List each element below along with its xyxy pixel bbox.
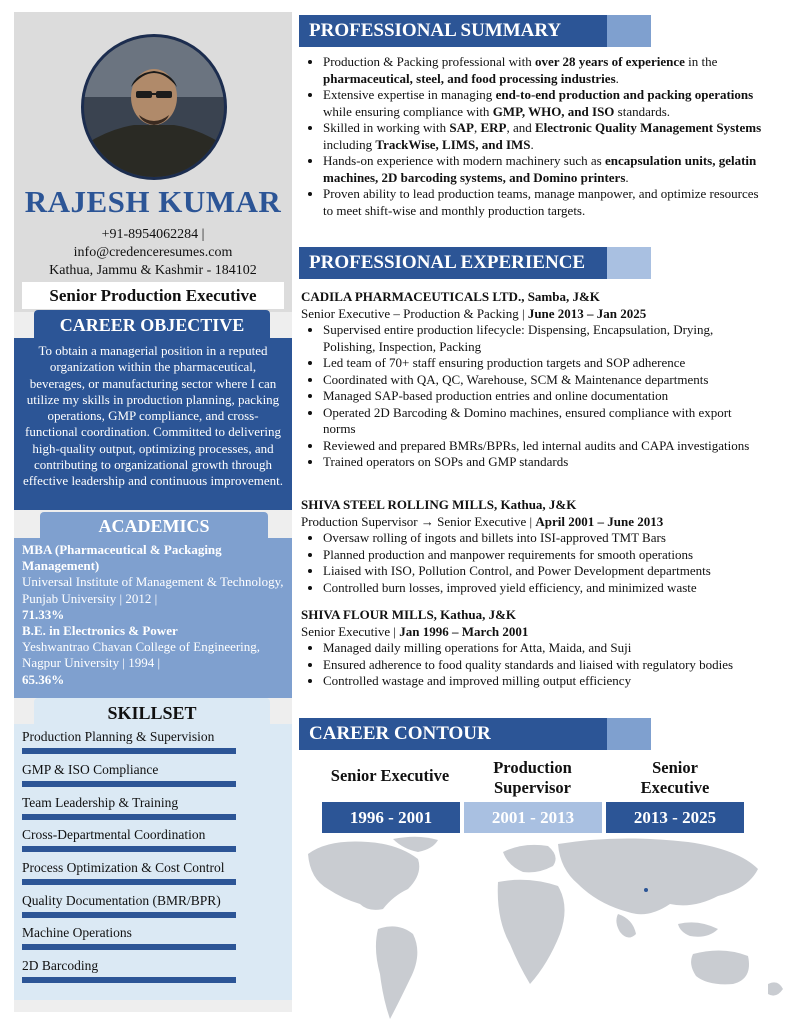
contour-role: Senior Executive <box>640 758 710 797</box>
skillset-heading: SKILLSET <box>34 698 270 726</box>
skill-item: 2D Barcoding <box>22 958 99 973</box>
job-bullet: • Led team of 70+ staff ensuring production targets and SOP adherence <box>323 355 763 372</box>
skill-bar <box>22 748 236 754</box>
skill-bar <box>22 912 236 918</box>
job-bullet: • Controlled burn losses, improved yield efficiency, and minimized waste <box>323 580 763 597</box>
job-bullet: • Planned production and manpower requirements for smooth operations <box>323 547 763 564</box>
job-title: Senior Production Executive <box>22 282 284 309</box>
summary-bullet: • Extensive expertise in managing end-to-end production and packing operations while ensuring compliance with GMP, WHO, and ISO standards. <box>323 87 763 120</box>
company-name: SHIVA FLOUR MILLS, Kathua, J&K <box>301 607 517 622</box>
skill-bar <box>22 879 236 885</box>
phone-number: +91-8954062284 | <box>101 227 205 242</box>
candidate-name: RAJESH KUMAR <box>24 184 282 219</box>
degree: B.E. in Electronics & Power <box>22 623 178 639</box>
company-name: CADILA PHARMACEUTICALS LTD., Samba, J&K <box>301 289 600 304</box>
job-bullet: • Supervised entire production lifecycle: Dispensing, Encapsulation, Drying, Polishing, Inspection, Packing <box>323 322 763 355</box>
location: Kathua, Jammu & Kashmir - 184102 <box>49 263 257 278</box>
job-entry <box>301 607 763 690</box>
academic-item <box>22 623 284 688</box>
professional-experience-heading <box>299 247 651 279</box>
section-title: PROFESSIONAL SUMMARY <box>309 20 562 41</box>
skill-item: Production Planning & Supervision <box>22 729 215 744</box>
job-bullet: • Operated 2D Barcoding & Domino machines, ensured compliance with export norms <box>323 405 763 438</box>
career-objective-text: To obtain a managerial position in a reputed organization within the pharmaceutical, beverages, or manufacturing sector where I can utilize my skills in production planning, packing operations, GMP compliance, and cross-functional coordination. Committed to delivering high-quality output, optimizing processes, and contributing to organizational growth through effective leadership and continuous improvement. <box>22 343 284 489</box>
skill-item: Process Optimization & Cost Control <box>22 860 225 875</box>
job-bullet: • Managed daily milling operations for Atta, Maida, and Suji <box>323 640 763 657</box>
section-title: CAREER CONTOUR <box>309 723 491 744</box>
score: 71.33% <box>22 606 65 622</box>
contour-role: Senior Executive <box>330 766 450 785</box>
summary-bullet: • Skilled in working with SAP, ERP, and Electronic Quality Management Systems including TrackWise, LIMS, and IMS. <box>323 120 763 153</box>
job-role: Production Supervisor → Senior Executive | April 2001 – June 2013 <box>301 513 664 529</box>
skill-bar <box>22 944 236 950</box>
summary-bullet: • Proven ability to lead production teams, manage manpower, and optimize resources to meet shift-wise and monthly production targets. <box>323 186 763 219</box>
skill-item: Team Leadership & Training <box>22 795 179 810</box>
job-bullet: • Oversaw rolling of ingots and billets into ISI-approved TMT Bars <box>323 530 763 547</box>
professional-summary <box>301 54 763 219</box>
career-objective-heading: CAREER OBJECTIVE <box>34 310 270 340</box>
job-role: Senior Executive – Production & Packing | June 2013 – Jan 2025 <box>301 305 647 321</box>
skill-bar <box>22 814 236 820</box>
institution: Yeshwantrao Chavan College of Engineering, Nagpur University | 1994 | <box>22 639 261 671</box>
contour-years: 1996 - 2001 <box>322 802 460 833</box>
job-role: Senior Executive | Jan 1996 – March 2001 <box>301 623 529 639</box>
profile-photo <box>81 34 227 180</box>
section-title: PROFESSIONAL EXPERIENCE <box>309 252 586 273</box>
score: 65.36% <box>22 671 65 687</box>
contour-years: 2001 - 2013 <box>464 802 602 833</box>
academics-heading: ACADEMICS <box>40 512 268 540</box>
summary-bullet: • Production & Packing professional with over 28 years of experience in the pharmaceutical, steel, and food processing industries. <box>323 54 763 87</box>
professional-summary-heading <box>299 15 651 47</box>
world-map-icon <box>298 834 793 1024</box>
job-bullet: • Ensured adherence to food quality standards and liaised with regulatory bodies <box>323 657 763 674</box>
skill-bar <box>22 977 236 983</box>
institution: Universal Institute of Management & Technology, Punjab University | 2012 | <box>22 574 284 606</box>
job-bullet: • Managed SAP-based production entries and online documentation <box>323 388 763 405</box>
academics-list <box>22 542 284 688</box>
contour-years: 2013 - 2025 <box>606 802 744 833</box>
job-bullet: • Trained operators on SOPs and GMP standards <box>323 454 763 471</box>
skill-item: Machine Operations <box>22 925 132 940</box>
summary-bullet: • Hands-on experience with modern machinery such as encapsulation units, gelatin machines, 2D barcoding systems, and Domino printers. <box>323 153 763 186</box>
job-bullet: • Liaised with ISO, Pollution Control, and Power Development departments <box>323 563 763 580</box>
skill-item: GMP & ISO Compliance <box>22 762 159 777</box>
job-bullet: • Reviewed and prepared BMRs/BPRs, led internal audits and CAPA investigations <box>323 438 763 455</box>
skill-item: Quality Documentation (BMR/BPR) <box>22 893 221 908</box>
skill-bar <box>22 781 236 787</box>
skill-bar <box>22 846 236 852</box>
job-entry <box>301 497 763 596</box>
email-address: info@credenceresumes.com <box>73 245 233 260</box>
person-photo-icon <box>84 37 224 177</box>
company-name: SHIVA STEEL ROLLING MILLS, Kathua, J&K <box>301 497 577 512</box>
academic-item <box>22 542 284 623</box>
job-bullet: • Controlled wastage and improved milling output efficiency <box>323 673 763 690</box>
degree: MBA (Pharmaceutical & Packaging Management) <box>22 542 222 574</box>
career-contour-heading <box>299 718 651 750</box>
contour-role: Production Supervisor <box>493 758 572 797</box>
job-bullet: • Coordinated with QA, QC, Warehouse, SCM & Maintenance departments <box>323 372 763 389</box>
skill-item: Cross-Departmental Coordination <box>22 827 206 842</box>
job-entry <box>301 289 763 471</box>
